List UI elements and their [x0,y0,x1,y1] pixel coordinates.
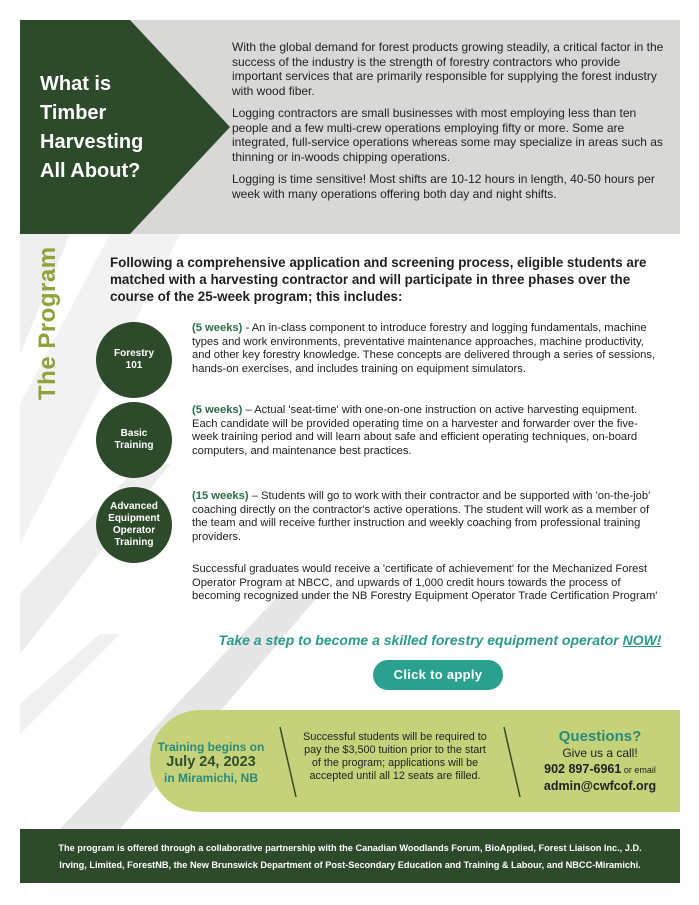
header-title-line: All About? [40,160,141,182]
program-intro: Following a comprehensive application and screening process, eligible students are matched with a harvesting contractor and will participate in three phases over the course of the 25-week program; this includes: [110,255,647,304]
or-email-label: or email [621,765,656,775]
header-paragraph: With the global demand for forest products growing steadily, a critical factor in the success of the industry is the strength of forestry contractors who provide important services that are primarily responsible for supplying the forest industry with wood fiber. [232,40,664,98]
training-location: in Miramichi, NB [163,771,258,785]
program-label-text: The Program [34,246,61,400]
header-paragraph: Logging is time sensitive! Most shifts are 10-12 hours in length, 40-50 hours per week with many operations offering both day and night shifts. [232,172,655,201]
phase-duration: (15 weeks) [192,490,249,502]
phase-description-2 [192,404,662,458]
training-begins-label: Training begins on [157,740,265,754]
phone-line [530,761,670,778]
cta-now-link[interactable]: NOW! [622,632,662,648]
header-text [232,40,672,209]
header-band [20,20,680,234]
phase-description-3 [192,490,662,544]
apply-button[interactable]: Click to apply [373,660,503,690]
phase-badge-forestry-101 [96,322,172,398]
training-date: July 24, 2023 [166,754,256,770]
phase-text: – Students will go to work with their contractor and be supported with 'on-the-job' coaching directly on the contractor's active operations. The student will work as a member of the team and will receive further instruction and weekly coaching from professional training providers. [192,490,651,543]
header-title-line: Harvesting [40,131,144,153]
header-title-line: What is [40,73,112,95]
phase-badge-line: Equipment [108,513,160,524]
phase-duration: (5 weeks) [192,404,243,416]
phase-badge-line: Operator [112,525,156,536]
footer-partners: The program is offered through a collaborative partnership with the Canadian Woodlands Forum, BioApplied, Forest Liaison Inc., J.D. Irving, Limited, ForestNB, the New Brunswick Department of Post-Secondary Education and Training & Labour, and NBCC-Miramichi. [20,829,680,883]
cta-headline [210,632,670,648]
graduates-text: Successful graduates would receive a 'certificate of achievement' for the Mechanized Forest Operator Program at NBCC, and upwards of 1,000 credit hours towards the process of becoming recognized under the NB Forestry Equipment Operator Trade Certification Program' [192,563,658,603]
phase-text: – Actual 'seat-time' with one-on-one instruction on active harvesting equipment. Each candidate will be provided operating time on a harvester and forwarder over the five-week training period and will learn about safe and efficient operating techniques, on-board computers, and maintenance best practices. [192,404,638,457]
phase-badge-line: Training [114,537,154,548]
training-start-info [150,740,272,785]
cta-text: Take a step to become a skilled forestry equipment operator [218,632,623,648]
phase-duration: (5 weeks) [192,322,243,334]
phase-badge-basic-training [96,402,172,478]
header-title-line: Timber [40,102,107,124]
phase-badge-advanced-training [96,487,172,563]
phase-badge-line: Advanced [110,501,158,512]
divider-right [500,725,524,799]
header-paragraph: Logging contractors are small businesses with most employing less than ten people and a few multi-crew operations employing fifty or more. Some are integrated, full-service operations whereas some may specialize in areas such as thinning or in-woods chipping operations. [232,106,663,164]
call-label: Give us a call! [562,746,638,760]
phone-number[interactable]: 902 897-6961 [544,762,622,776]
phase-badge-line: 101 [125,360,143,371]
phase-badge-line: Training [114,440,154,451]
phase-text: - An in-class component to introduce forestry and logging fundamentals, machine types and work environments, preventative maintenance approaches, machine productivity, and other key forestry knowledge. These concepts are delivered through a series of sessions, hands-on exercises, and includes training on equipment simulators. [192,322,656,375]
program-label [28,246,78,400]
contact-info [530,728,670,794]
phase-description-1 [192,322,662,376]
header-title [40,70,200,186]
email-address[interactable]: admin@cwfcof.org [543,779,657,793]
phase-badge-line: Basic [120,428,148,439]
tuition-info: Successful students will be required to pay the $3,500 tuition prior to the start of the program; applications will be accepted until all 12 seats are filled. [303,731,487,782]
phase-badge-line: Forestry [113,348,154,359]
questions-heading: Questions? [558,728,642,745]
divider-left [276,725,300,799]
